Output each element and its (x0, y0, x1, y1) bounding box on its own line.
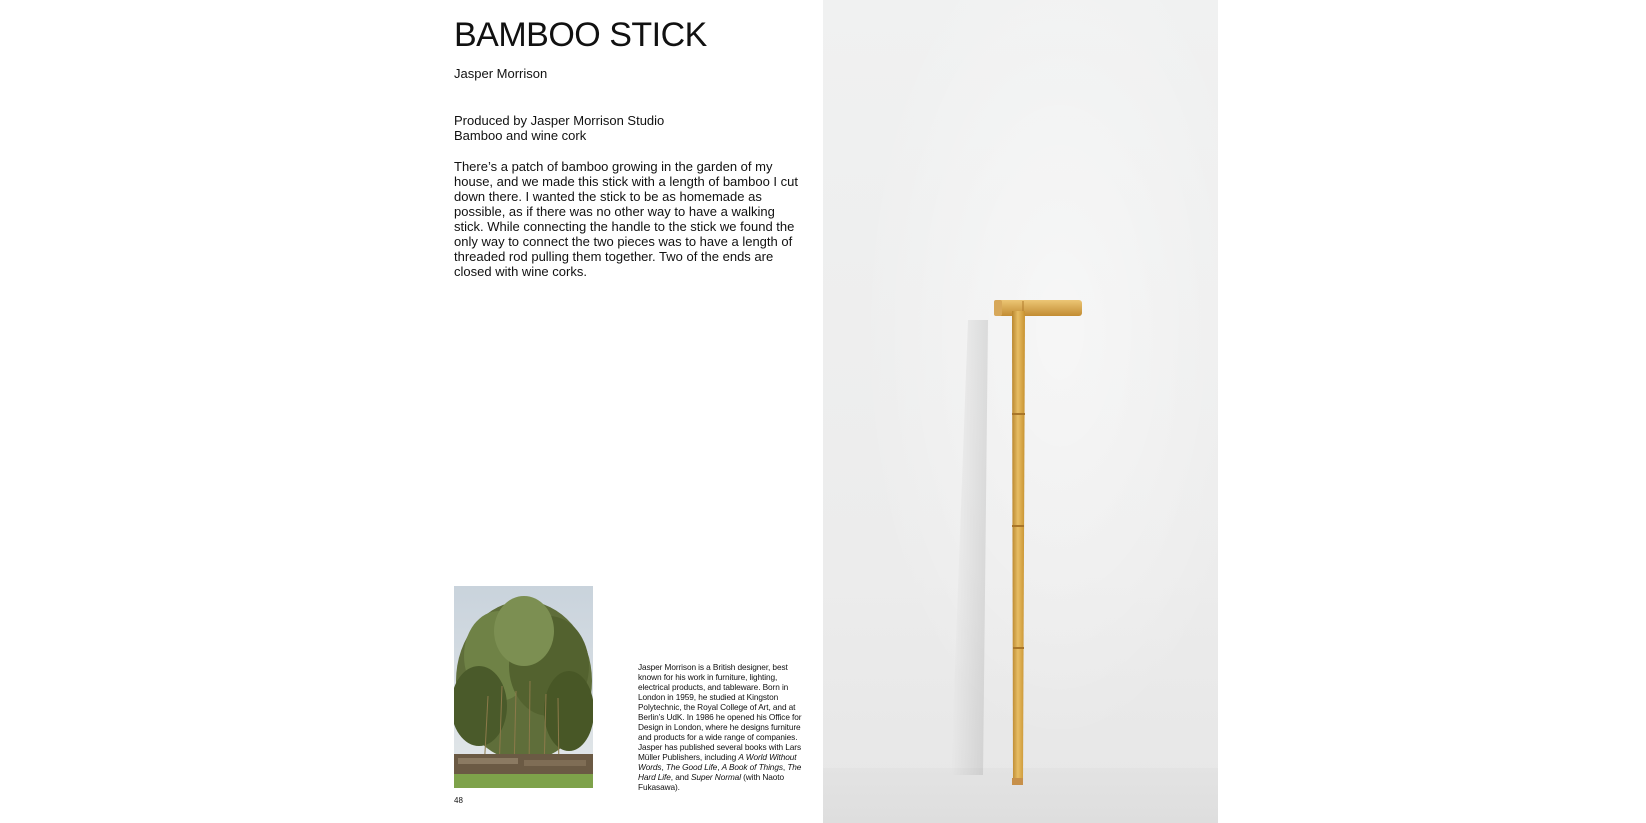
author-name: Jasper Morrison (454, 66, 548, 81)
page-number: 48 (454, 796, 463, 805)
bio-intro: Jasper Morrison is a British designer, best known for his work in furniture, lighting, electrical products, and tableware. Born in London in 1959, he studied at Kingston Polytechnic, the Royal College of Art, and at Berlin’s UdK. In 1986 he opened his Office for Design in London, where he designs furniture and products for a wide range of companies. Jasper has published several books with Lars Müller Publishers, including (638, 662, 802, 762)
bamboo-garden-photo (454, 586, 593, 788)
materials-line: Bamboo and wine cork (454, 128, 587, 143)
page-title: BAMBOO STICK (454, 16, 707, 54)
description-text: There’s a patch of bamboo growing in the garden of my house, and we made this stick with a length of bamboo I cut down there. I wanted the stick to be as homemade as possible, as if there was no other way to have a walking stick. While connecting the handle to the stick we found the only way to connect the two pieces was to have a length of threaded rod pulling them together. Two of the ends are closed with wine corks. (454, 159, 798, 279)
bio-book-5: Super Normal (690, 772, 741, 782)
bio-sep-3: , (782, 762, 788, 772)
producer-line: Produced by Jasper Morrison Studio (454, 113, 665, 128)
right-page-photo (823, 0, 1218, 823)
designer-bio (638, 662, 806, 792)
bio-outro: (with Naoto Fukasawa). (638, 772, 785, 792)
bio-book-1: A World Without Words (638, 752, 797, 772)
bamboo-garden-image (454, 586, 593, 788)
bio-sep-1: , (661, 762, 666, 772)
bio-sep-2: , (717, 762, 722, 772)
bio-book-2: The Good Life (665, 762, 718, 772)
product-meta (454, 113, 664, 143)
bio-book-4: The Hard Life (638, 762, 802, 782)
bio-sep-4: , and (670, 772, 691, 782)
bio-book-3: A Book of Things (721, 762, 783, 772)
bamboo-stick-image (823, 0, 1218, 823)
